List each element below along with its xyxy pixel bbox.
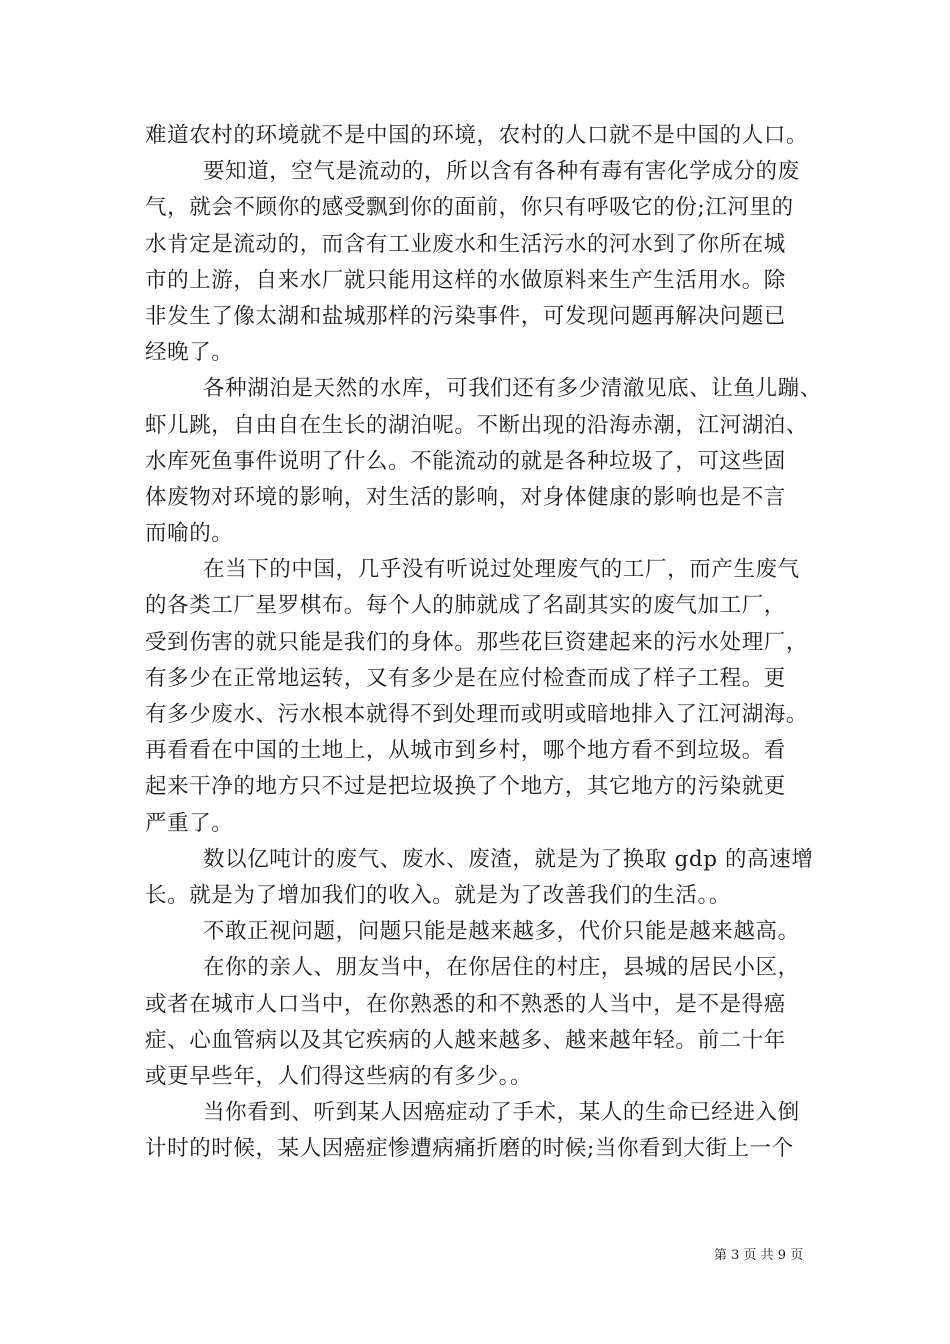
text-line: 受到伤害的就只能是我们的身体。那些花巨资建起来的污水处理厂， [145, 629, 809, 655]
text-line: 非发生了像太湖和盐城那样的污染事件，可发现问题再解决问题已 [145, 303, 786, 329]
paragraph-first-line: 在你的亲人、朋友当中，在你居住的村庄，县城的居民小区， [203, 955, 800, 981]
text-line: 经晚了。 [145, 340, 234, 366]
paragraph-first-line: 当你看到、听到某人因癌症动了手术，某人的生命已经进入倒 [203, 1100, 800, 1126]
paragraph-first-line: 要知道，空气是流动的，所以含有各种有毒有害化学成分的废 [203, 159, 800, 185]
text-line: 症、心血管病以及其它疾病的人越来越多、越来越年轻。前二十年 [145, 1027, 786, 1053]
page-number: 第 3 页 共 9 页 [714, 1248, 804, 1263]
text-line: 而喻的。 [145, 521, 234, 547]
paragraph-first-line: 数以亿吨计的废气、废水、废渣，就是为了换取 gdp 的高速增 [203, 846, 814, 872]
text-line: 再看看在中国的土地上，从城市到乡村，哪个地方看不到垃圾。看 [145, 738, 786, 764]
text-line: 严重了。 [145, 810, 234, 836]
text-line: 计时的时候，某人因癌症惨遭病痛折磨的时候;当你看到大街上一个 [145, 1136, 794, 1162]
text-line: 水肯定是流动的，而含有工业废水和生活污水的河水到了你所在城 [145, 231, 786, 257]
text-line: 水库死鱼事件说明了什么。不能流动的就是各种垃圾了，可这些固 [145, 448, 786, 474]
text-line: 市的上游，自来水厂就只能用这样的水做原料来生产生活用水。除 [145, 267, 786, 293]
text-line: 起来干净的地方只不过是把垃圾换了个地方，其它地方的污染就更 [145, 774, 786, 800]
text-line: 虾儿跳，自由自在生长的湖泊呢。不断出现的沿海赤潮，江河湖泊、 [145, 412, 809, 438]
paragraph-first-line: 不敢正视问题，问题只能是越来越多，代价只能是越来越高。 [203, 919, 800, 945]
text-line: 的各类工厂星罗棋布。每个人的肺就成了名副其实的废气加工厂， [145, 593, 786, 619]
text-line: 有多少在正常地运转，又有多少是在应付检查而成了样子工程。更 [145, 665, 786, 691]
text-line: 或者在城市人口当中，在你熟悉的和不熟悉的人当中，是不是得癌 [145, 991, 786, 1017]
text-line: 气，就会不顾你的感受飘到你的面前，你只有呼吸它的份;江河里的 [145, 195, 794, 221]
text-line: 难道农村的环境就不是中国的环境，农村的人口就不是中国的人口。 [145, 123, 809, 148]
text-line: 或更早些年，人们得这些病的有多少。。 [145, 1063, 533, 1089]
paragraph-first-line: 各种湖泊是天然的水库，可我们还有多少清澈见底、让鱼儿蹦、 [203, 376, 822, 402]
text-line: 有多少废水、污水根本就得不到处理而或明或暗地排入了江河湖海。 [145, 702, 809, 727]
text-line: 体废物对环境的影响，对生活的影响，对身体健康的影响也是不言 [145, 484, 786, 510]
document-body [145, 118, 822, 1167]
paragraph-first-line: 在当下的中国，几乎没有听说过处理废气的工厂，而产生废气 [203, 557, 800, 583]
text-line: 长。就是为了增加我们的收入。就是为了改善我们的生活。。 [145, 882, 731, 908]
